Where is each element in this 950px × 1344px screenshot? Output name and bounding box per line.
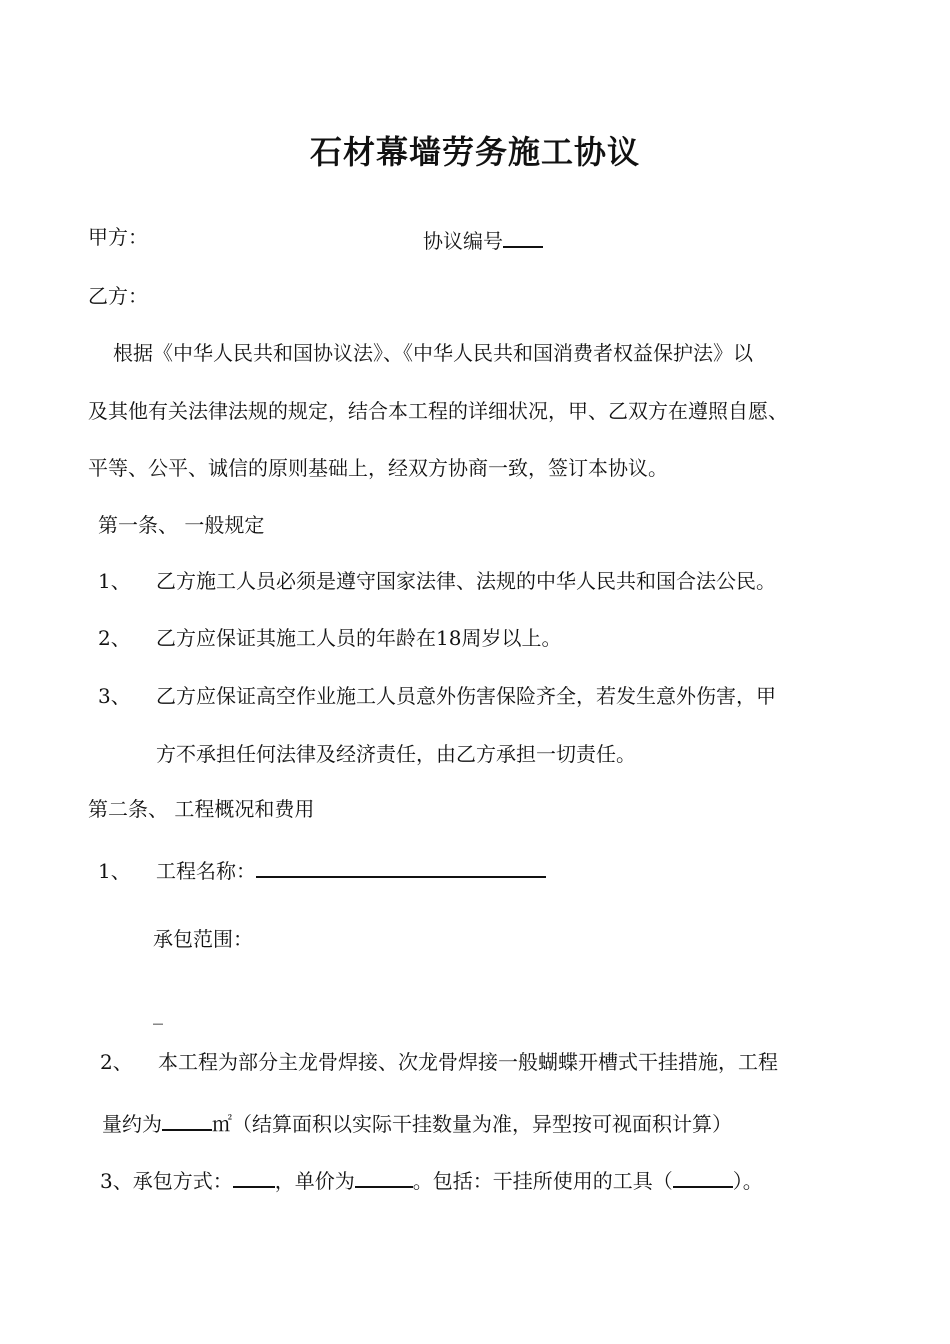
- party-a-label: 甲方：: [88, 225, 148, 249]
- article-1-item-3: [98, 683, 776, 709]
- item-text: 乙方应保证高空作业施工人员意外伤害保险齐全，若发生意外伤害，甲: [156, 684, 776, 708]
- unit-price-blank: [355, 1164, 413, 1188]
- unit-price-label: ，单价为: [274, 1169, 355, 1193]
- agreement-number-blank: [503, 224, 543, 248]
- tools-blank: [673, 1164, 733, 1188]
- article-2-item-1: [98, 854, 546, 884]
- item-number: 1、: [98, 569, 131, 593]
- intro-line-1: 根据《中华人民共和国协议法》、《中华人民共和国消费者权益保护法》以: [113, 341, 753, 365]
- article-1-item-3-continued: 方不承担任何法律及经济责任，由乙方承担一切责任。: [156, 742, 636, 766]
- agreement-number-label: 协议编号: [423, 229, 503, 253]
- article-2-item-2-continued: [102, 1107, 732, 1137]
- article-1-heading: 第一条、 一般规定: [98, 513, 265, 537]
- intro-line-3: 平等、公平、诚信的原则基础上，经双方协商一致，签订本协议。: [88, 456, 668, 480]
- article-1-item-1: [98, 568, 776, 594]
- tools-label: 。包括：干挂所使用的工具（: [412, 1169, 673, 1193]
- agreement-number: [423, 224, 543, 254]
- item-number: 1、: [98, 859, 131, 883]
- item-text: 乙方施工人员必须是遵守国家法律、法规的中华人民共和国合法公民。: [156, 569, 776, 593]
- item-number: 2、: [100, 1050, 133, 1074]
- article-2-item-2: [100, 1049, 778, 1075]
- project-name-blank: [256, 854, 546, 878]
- article-2-heading: 第二条、 工程概况和费用: [88, 797, 315, 821]
- item-number: 2、: [98, 626, 131, 650]
- tools-close: ）。: [732, 1169, 763, 1193]
- quantity-unit-note: ㎡（结算面积以实际干挂数量为准，异型按可视面积计算）: [212, 1112, 732, 1136]
- document-title: 石材幕墙劳务施工协议: [309, 133, 640, 171]
- contract-method-blank: [233, 1164, 275, 1188]
- intro-line-2: 及其他有关法律法规的规定，结合本工程的详细状况，甲、乙双方在遵照自愿、: [88, 399, 788, 423]
- project-name-label: 工程名称：: [156, 859, 256, 883]
- quantity-blank: [162, 1107, 212, 1131]
- article-2-item-3: [100, 1164, 763, 1194]
- item-text: 乙方应保证其施工人员的年龄在18周岁以上。: [156, 626, 562, 650]
- party-b-label: 乙方：: [88, 284, 148, 308]
- quantity-label: 量约为: [102, 1112, 162, 1136]
- article-1-item-2: [98, 625, 561, 651]
- item-number: 3、: [98, 684, 131, 708]
- contract-method-label: 3、承包方式：: [100, 1169, 233, 1193]
- scope-blank-mark: _: [153, 1001, 163, 1025]
- item-text: 本工程为部分主龙骨焊接、次龙骨焊接一般蝴蝶开槽式干挂措施，工程: [158, 1050, 778, 1074]
- scope-label: 承包范围：: [153, 927, 253, 951]
